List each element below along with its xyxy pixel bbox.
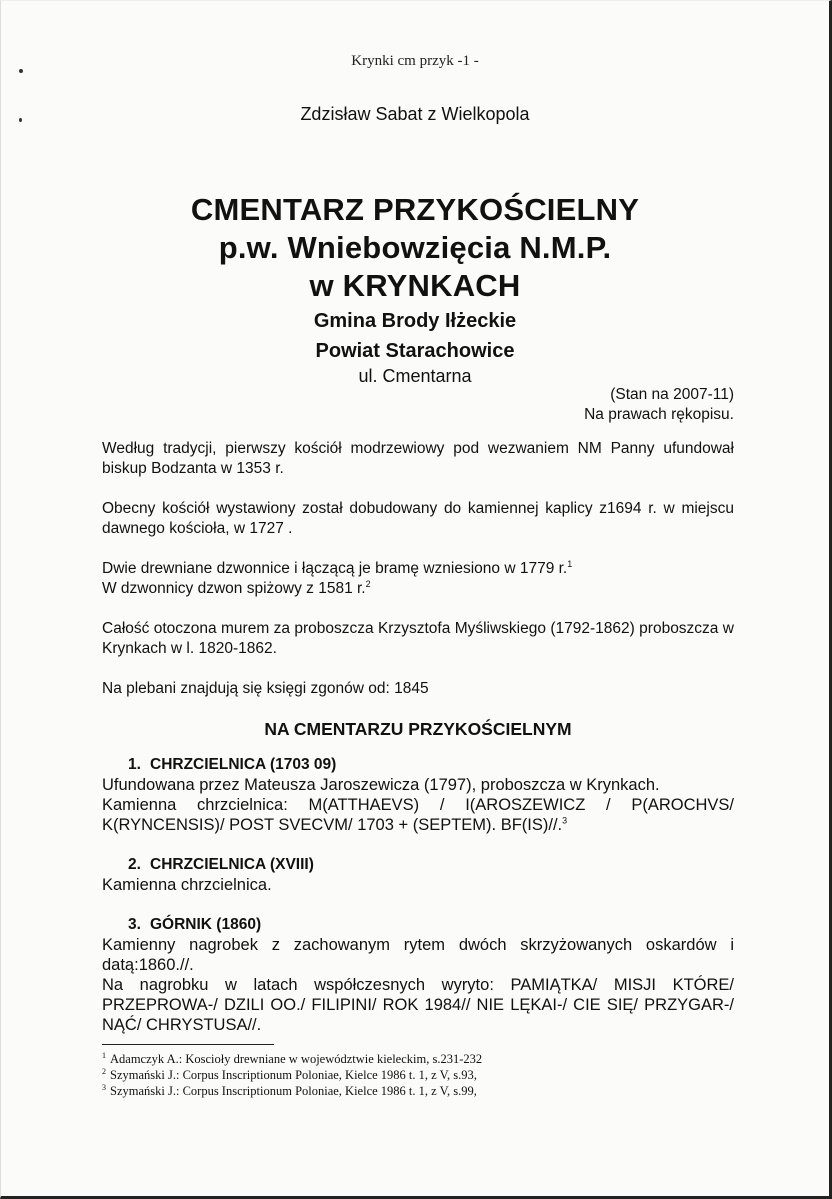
section-title: NA CMENTARZU PRZYKOŚCIELNYM <box>264 719 572 739</box>
paragraph-current-church: Obecny kościół wystawiony został dobudowany do kamiennej kaplicy z1694 r. w miejscu dawnego kościoła, w 1727 . <box>102 500 734 537</box>
status-date: (Stan na 2007-11) <box>610 386 734 403</box>
inscription-text: Kamienna chrzcielnica: M(ATTHAEVS) / I(AROSZEWICZ / P(AROCHVS/ K(RYNCENSIS)/ POST SVECVM/ 1703 + (SEPTEM). BF(IS)//. <box>102 796 734 834</box>
running-header: Krynki cm przyk -1 - <box>351 53 479 69</box>
footnotes <box>102 1051 482 1099</box>
document-title-dedication: p.w. Wniebowzięcia N.M.P. <box>218 230 612 265</box>
footnote-text: Szymański J.: Corpus Inscriptionum Poloniae, Kielce 1986 t. 1, z V, s.99, <box>110 1084 477 1098</box>
paragraph-records: Na plebani znajdują się księgi zgonów od: 1845 <box>102 680 429 697</box>
footnote <box>102 1083 482 1099</box>
entry-text: Kamienny nagrobek z zachowanym rytem dwóch skrzyżowanych oskardów i datą:1860.//. <box>102 936 734 974</box>
entry-number: 1. <box>128 756 141 773</box>
title-block <box>1 191 829 387</box>
footnote-text: Adamczyk A.: Kosciołу drewniane w województwie kieleckim, s.231-232 <box>110 1052 483 1066</box>
entry-title: GÓRNIK (1860) <box>150 916 262 933</box>
inscription-text: Na nagrobku w latach współczesnych wyryto: PAMIĄTKA/ MISJI KTÓRE/ PRZEPROWA-/ DZILI OO./ FILIPINI/ ROK 1984// NIE LĘKAI-/ CIE SIĘ/ PRZYGAR-/ NĄĆ/ CHRYSTUSA//. <box>102 976 734 1034</box>
commune-line: Gmina Brody Iłżeckie <box>313 310 517 332</box>
footnote-mark: 2 <box>102 1066 106 1076</box>
entry-heading <box>102 915 734 935</box>
footnote-ref: 1 <box>567 558 573 569</box>
status-note <box>584 385 734 425</box>
document-title: CMENTARZ PRZYKOŚCIELNY <box>190 192 640 227</box>
document-title-place: w KRYNKACH <box>309 268 521 303</box>
paragraph-belfries <box>102 559 734 599</box>
entry-item <box>102 915 734 1035</box>
footnote-ref: 3 <box>562 815 568 826</box>
entry-number: 2. <box>128 856 141 873</box>
status-rights: Na prawach rękopisu. <box>584 406 734 423</box>
entry-text <box>102 795 734 835</box>
belfries-line: Dwie drewniane dzwonnice i łączącą je bramę wzniesiono w 1779 r. <box>102 560 568 577</box>
paragraph-wall: Całość otoczona murem za proboszcza Krzysztofa Myśliwskiego (1792-1862) proboszcza w Krynkach w l. 1820-1862. <box>102 620 734 657</box>
footnote-mark: 3 <box>102 1082 106 1092</box>
bell-line: W dzwonnicy dzwon spiżowy z 1581 r. <box>102 580 366 597</box>
entry-heading <box>102 755 734 775</box>
entry-heading <box>102 855 734 875</box>
footnote-ref: 2 <box>365 578 371 589</box>
entry-title: CHRZCIELNICA (1703 09) <box>150 756 337 773</box>
entry-number: 3. <box>128 916 141 933</box>
author-line: Zdzisław Sabat z Wielkopola <box>300 104 530 124</box>
street-line: ul. Cmentarna <box>358 366 472 386</box>
footnote-text: Szymański J.: Corpus Inscriptionum Poloniae, Kielce 1986 t. 1, z V, s.93, <box>110 1068 477 1082</box>
entry-text: Kamienna chrzcielnica. <box>102 876 272 894</box>
paragraph-tradition: Według tradycji, pierwszy kościół modrzewiowy pod wezwaniem NM Panny ufundował biskup Bodzanta w 1353 r. <box>102 440 734 477</box>
footnote <box>102 1067 482 1083</box>
entry-item <box>102 755 734 835</box>
footnote <box>102 1051 482 1067</box>
entry-text: Ufundowana przez Mateusza Jaroszewicza (1797), proboszcza w Krynkach. <box>102 776 660 794</box>
footnote-divider <box>102 1044 274 1045</box>
body-text <box>102 439 734 1055</box>
entry-title: CHRZCIELNICA (XVIII) <box>150 856 314 873</box>
entry-item <box>102 855 734 895</box>
county-line: Powiat Starachowice <box>315 340 515 362</box>
footnote-mark: 1 <box>102 1050 106 1060</box>
